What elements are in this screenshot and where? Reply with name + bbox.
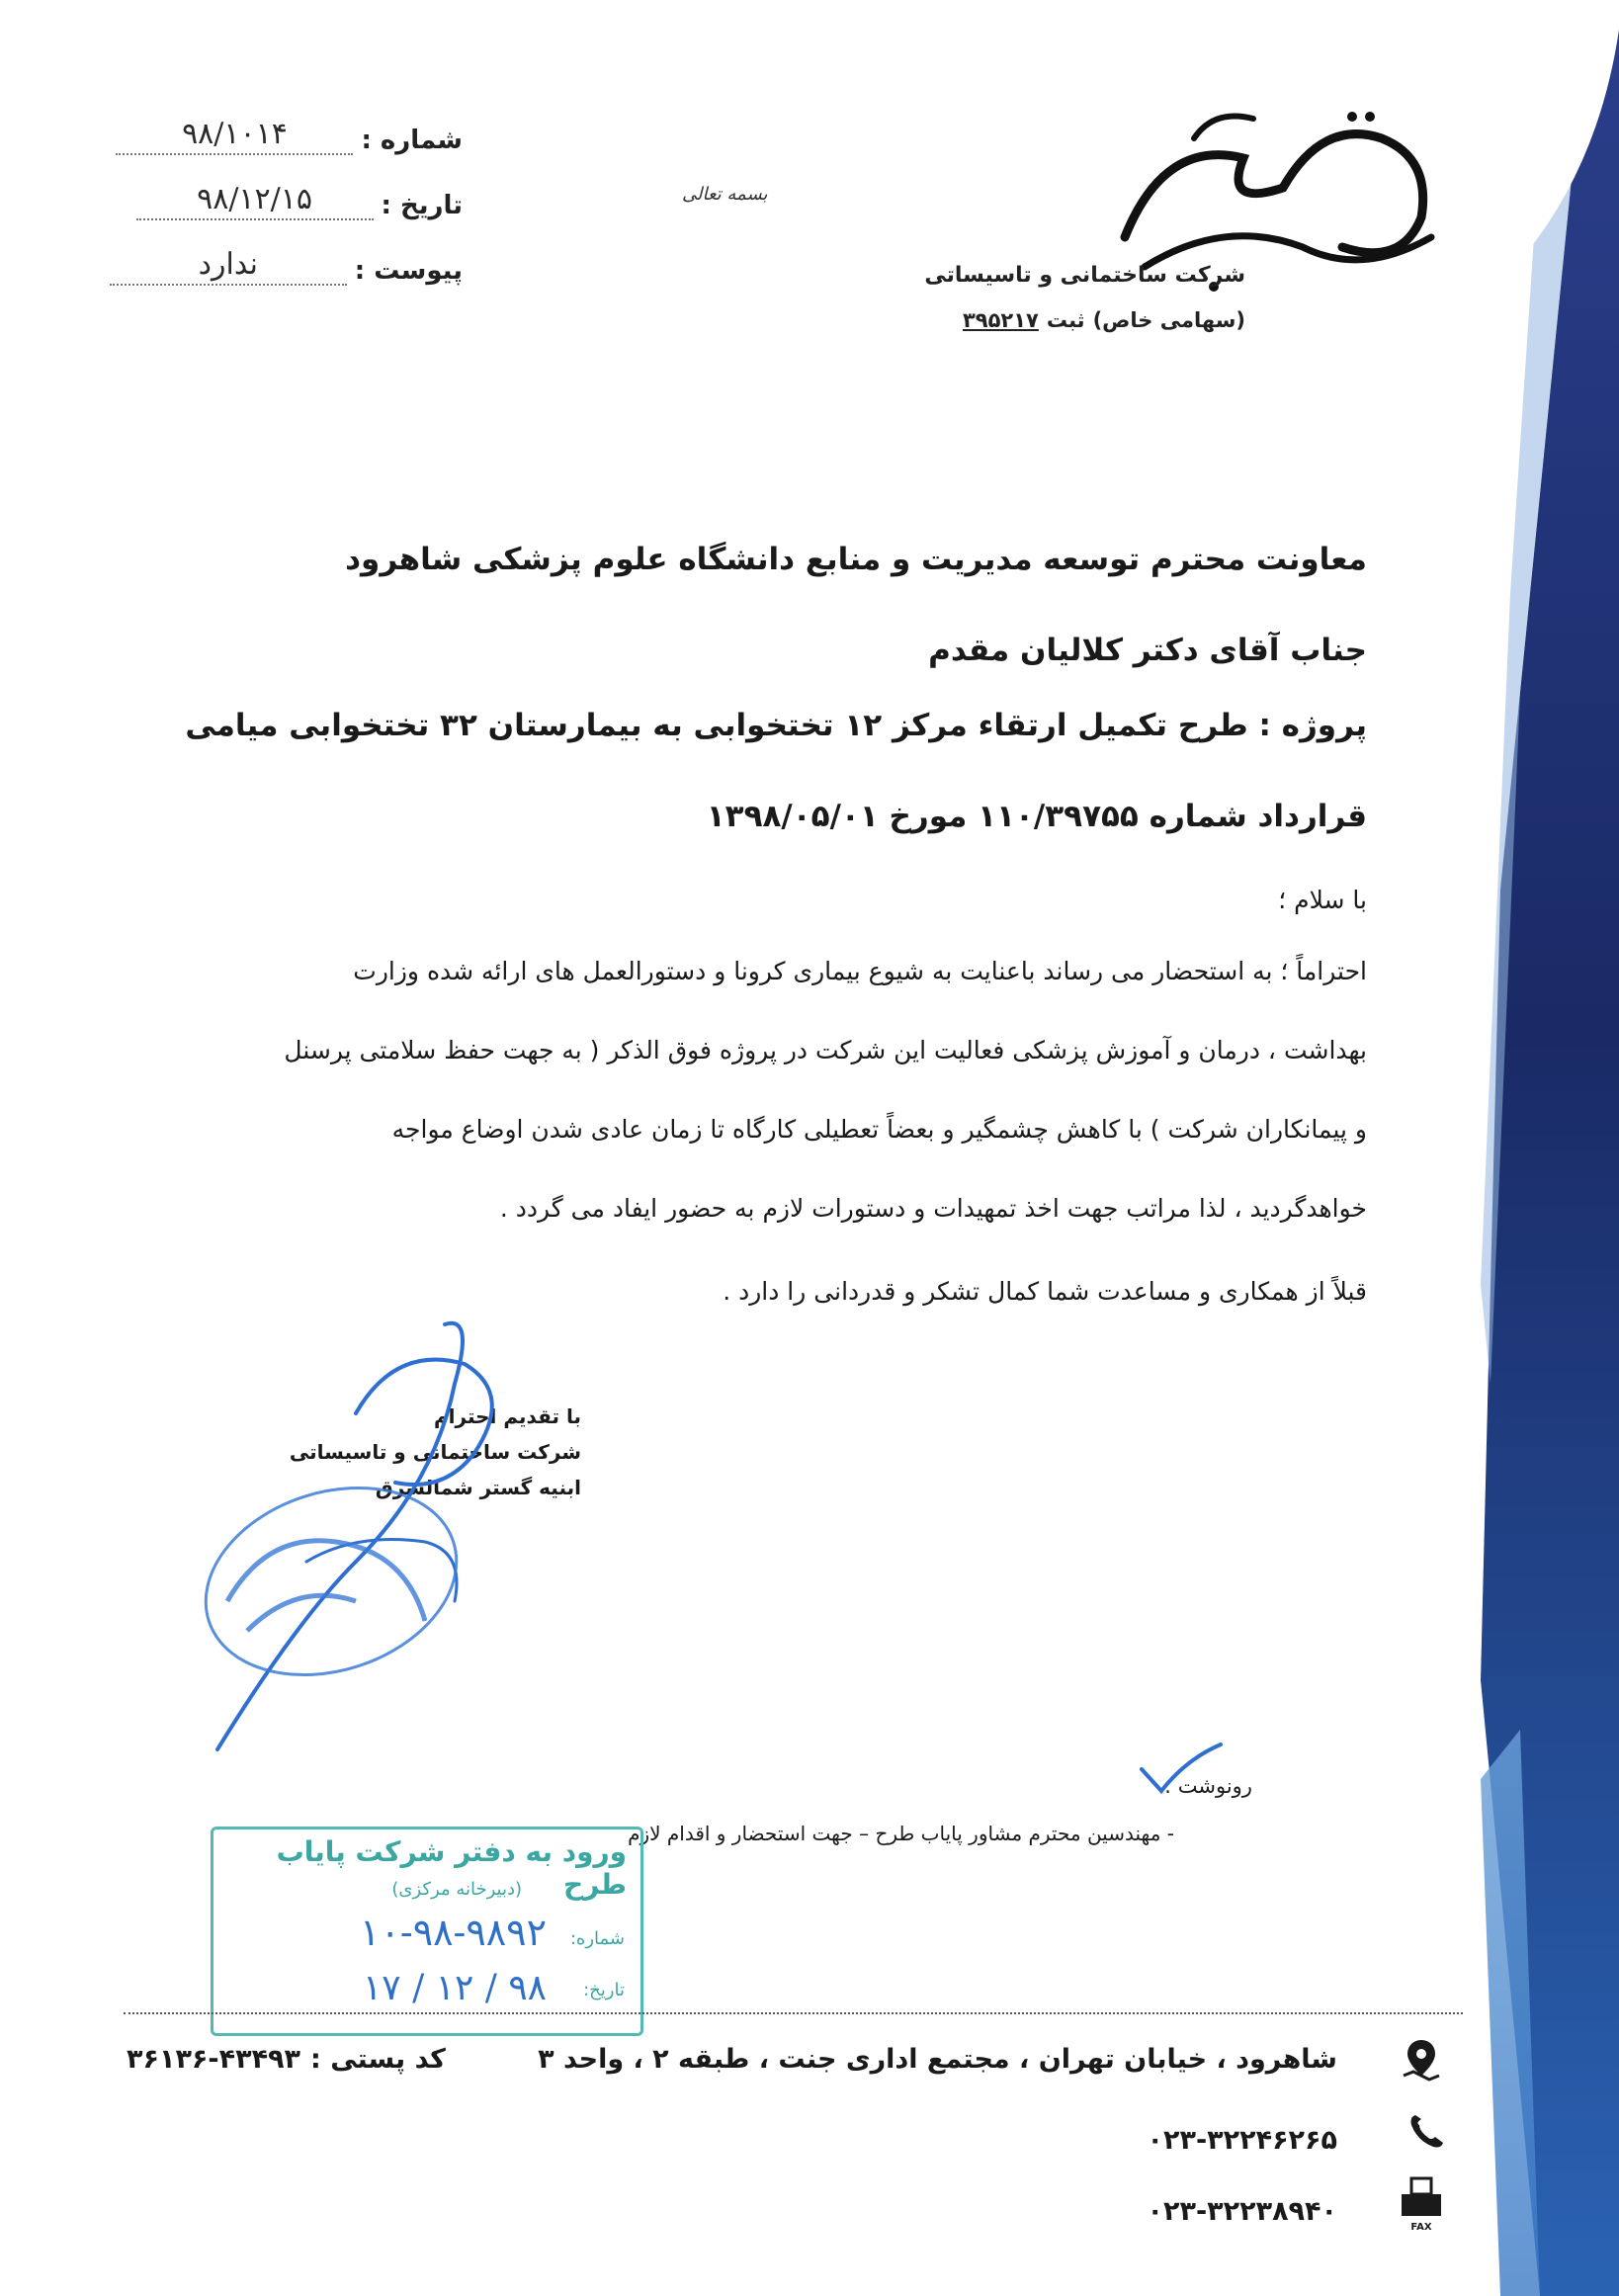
company-form: (سهامی خاص) — [1092, 308, 1245, 332]
fax-icon-label: FAX — [1410, 2222, 1432, 2233]
body-line-4: خواهدگردید ، لذا مراتب جهت اخذ تمهیدات و دستورات لازم به حضور ایفاد می گردد . — [499, 1194, 1367, 1223]
attention-line: جناب آقای دکتر کلالیان مقدم — [928, 633, 1367, 668]
signature-line-3: ابنیه گستر شمالشرق — [375, 1476, 581, 1499]
attachment-field — [110, 247, 463, 286]
footer-divider — [124, 2012, 1463, 2014]
stamp-subtitle: (دبیرخانه مرکزی) — [391, 1879, 522, 1900]
stamp-number-label: شماره: — [569, 1928, 625, 1949]
number-label: شماره : — [361, 126, 463, 155]
signature-line-1: با تقدیم احترام — [434, 1404, 581, 1428]
company-type: شرکت ساختمانی و تاسیساتی — [924, 263, 1245, 288]
signature-line-2: شرکت ساختمانی و تاسیساتی — [289, 1440, 581, 1464]
body-line-2: بهداشت ، درمان و آموزش پزشکی فعالیت این شرکت در پروژه فوق الذکر ( به جهت حفظ سلامتی پرسنل — [284, 1036, 1367, 1064]
copy-label: رونوشت : — [1164, 1774, 1252, 1798]
contract-line: قرارداد شماره ۱۱۰/۳۹۷۵۵ مورخ ۱۳۹۸/۰۵/۰۱ — [706, 799, 1367, 834]
body-line-3: و پیمانکاران شرکت ) با کاهش چشمگیر و بعضاً تعطیلی کارگاه تا زمان عادی شدن اوضاع مواجه — [391, 1115, 1367, 1144]
stamp-number-value: ۱۰-۹۸-۹۸۹۲ — [360, 1911, 547, 1954]
recipient: معاونت محترم توسعه مدیریت و منابع دانشگاه علوم پزشکی شاهرود — [345, 542, 1367, 577]
date-field — [136, 182, 463, 220]
date-label: تاریخ : — [381, 191, 463, 220]
body-line-1: احتراماً ؛ به استحضار می رساند باعنایت به شیوع بیماری کرونا و دستورالعمل های ارائه شده وزارت — [353, 957, 1367, 985]
attachment-value: ندارد — [110, 247, 347, 286]
attachment-label: پیوست : — [354, 256, 463, 286]
footer-phone: ۰۲۳-۳۲۲۴۶۲۶۵ — [1147, 2125, 1337, 2156]
greeting: با سلام ؛ — [1278, 886, 1367, 914]
stamp-date-value: ۹۸ / ۱۲ / ۱۷ — [362, 1968, 547, 2008]
check-mark-icon — [1137, 1740, 1226, 1799]
basmala: بسمه تعالی — [682, 184, 768, 205]
copy-recipient: - مهندسین محترم مشاور پایاب طرح – جهت استحضار و اقدام لازم — [628, 1822, 1174, 1845]
phone-icon — [1402, 2107, 1449, 2155]
stamp-title: ورود به دفتر شرکت پایاب طرح — [276, 1835, 627, 1901]
handwritten-signature — [158, 1305, 633, 1769]
location-icon — [1398, 2036, 1445, 2083]
postal-label: کد پستی : — [310, 2044, 446, 2075]
registration-label: ثبت — [1046, 308, 1085, 332]
project-line: پروژه : طرح تکمیل ارتقاء مرکز ۱۲ تختخوابی به بیمارستان ۳۲ تختخوابی میامی — [185, 708, 1367, 743]
thanks-line: قبلاً از همکاری و مساعدت شما کمال تشکر و قدردانی را دارد . — [723, 1277, 1367, 1306]
date-value: ۹۸/۱۲/۱۵ — [136, 182, 374, 220]
company-registration — [963, 308, 1245, 332]
footer-address: شاهرود ، خیابان تهران ، مجتمع اداری جنت ، طبقه ۲ ، واحد ۳ — [538, 2044, 1337, 2075]
registration-number: ۳۹۵۲۱۷ — [962, 308, 1039, 332]
postal-code: ۳۶۱۳۶-۴۳۴۹۳ — [127, 2044, 301, 2075]
number-value: ۹۸/۱۰۱۴ — [116, 117, 353, 155]
footer-postal — [127, 2044, 446, 2075]
stamp-date-label: تاریخ: — [583, 1980, 625, 2000]
received-stamp — [211, 1827, 643, 2036]
fax-icon — [1398, 2174, 1445, 2234]
number-field — [116, 117, 463, 155]
footer-fax: ۰۲۳-۳۲۲۳۸۹۴۰ — [1147, 2196, 1337, 2227]
